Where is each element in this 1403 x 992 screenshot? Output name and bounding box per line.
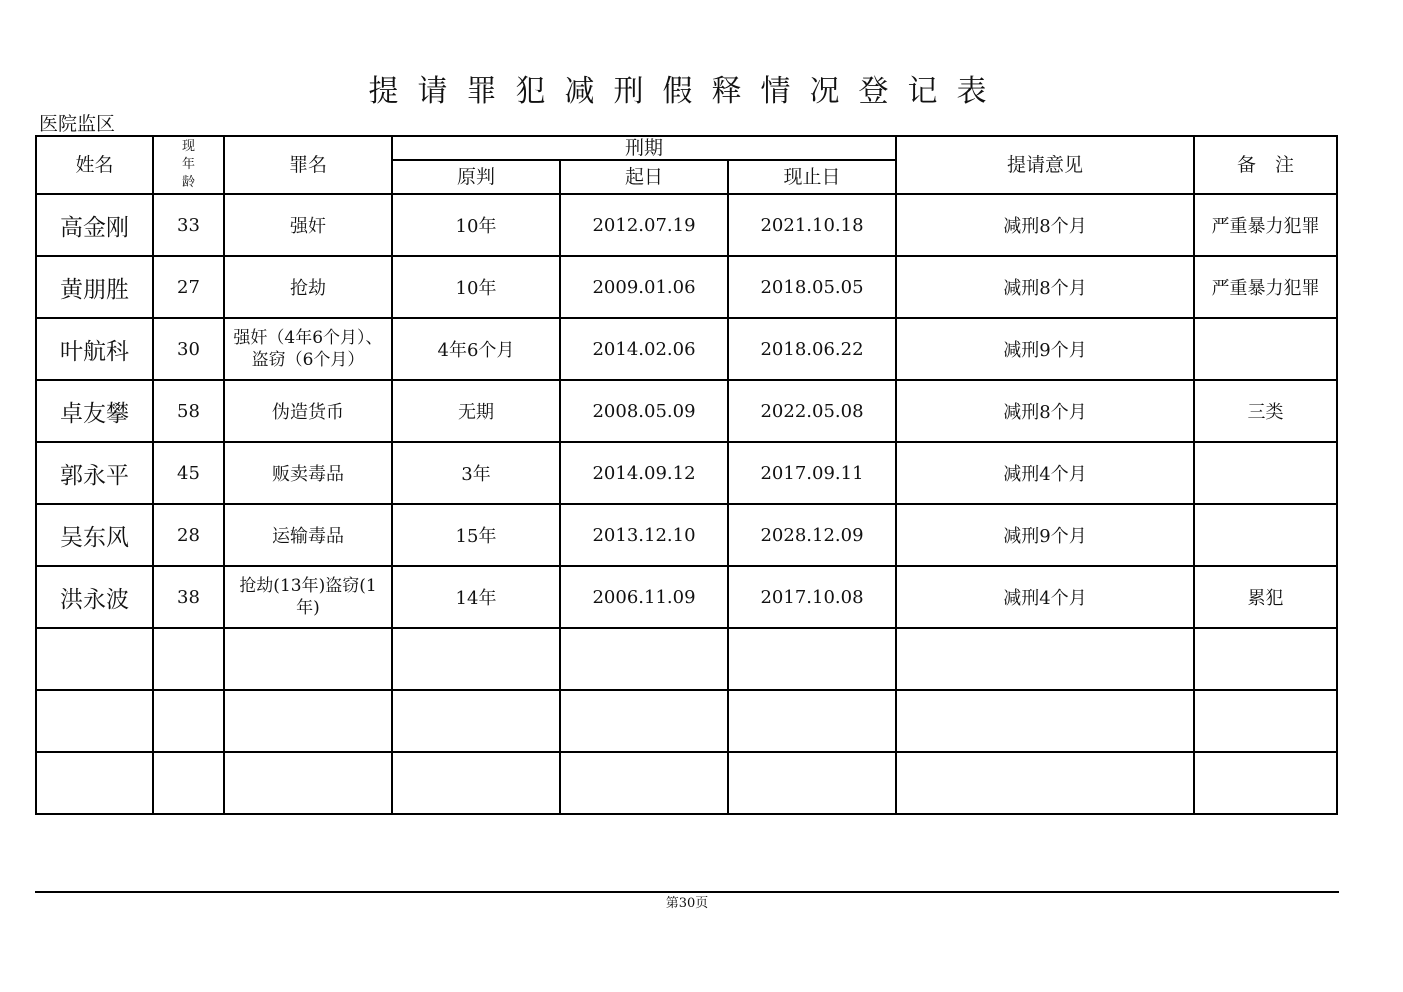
cell-crime: 强奸（4年6个月）、盗窃（6个月） <box>224 318 392 380</box>
empty-cell <box>36 690 153 752</box>
cell-name: 卓友攀 <box>36 380 153 442</box>
cell-remark: 三类 <box>1194 380 1337 442</box>
cell-end: 2028.12.09 <box>728 504 896 566</box>
cell-name: 洪永波 <box>36 566 153 628</box>
cell-crime: 抢劫(13年)盗窃(1年) <box>224 566 392 628</box>
cell-age: 28 <box>153 504 224 566</box>
cell-end: 2018.06.22 <box>728 318 896 380</box>
cell-end: 2021.10.18 <box>728 194 896 256</box>
empty-row <box>36 628 1340 690</box>
cell-start: 2012.07.19 <box>560 194 728 256</box>
cell-original: 3年 <box>392 442 560 504</box>
cell-name: 吴东风 <box>36 504 153 566</box>
empty-cell <box>1194 628 1337 690</box>
header-row-top <box>36 136 1340 160</box>
empty-cell <box>224 752 392 814</box>
cell-name: 叶航科 <box>36 318 153 380</box>
cell-end: 2017.09.11 <box>728 442 896 504</box>
table-row <box>36 380 1340 442</box>
table-row <box>36 256 1340 318</box>
empty-cell <box>560 752 728 814</box>
cell-remark: 严重暴力犯罪 <box>1194 256 1337 318</box>
cell-age: 33 <box>153 194 224 256</box>
cell-opinion: 减刑4个月 <box>896 442 1194 504</box>
header-crime: 罪名 <box>224 136 392 194</box>
table-row <box>36 194 1340 256</box>
empty-cell <box>36 628 153 690</box>
cell-opinion: 减刑4个月 <box>896 566 1194 628</box>
empty-cell <box>392 752 560 814</box>
empty-cell <box>560 628 728 690</box>
cell-crime: 伪造货币 <box>224 380 392 442</box>
cell-opinion: 减刑8个月 <box>896 380 1194 442</box>
header-name: 姓名 <box>36 136 153 194</box>
cell-opinion: 减刑8个月 <box>896 256 1194 318</box>
cell-opinion: 减刑9个月 <box>896 318 1194 380</box>
footer-divider <box>35 891 1339 893</box>
header-remark: 备 注 <box>1194 136 1337 194</box>
empty-cell <box>1194 752 1337 814</box>
cell-age: 38 <box>153 566 224 628</box>
page-number: 第30页 <box>665 896 709 911</box>
table-row <box>36 566 1340 628</box>
cell-opinion: 减刑8个月 <box>896 194 1194 256</box>
cell-crime: 强奸 <box>224 194 392 256</box>
cell-original: 无期 <box>392 380 560 442</box>
cell-start: 2013.12.10 <box>560 504 728 566</box>
table-row <box>36 442 1340 504</box>
cell-name: 郭永平 <box>36 442 153 504</box>
header-age <box>153 136 224 194</box>
cell-original: 4年6个月 <box>392 318 560 380</box>
cell-start: 2008.05.09 <box>560 380 728 442</box>
cell-crime: 抢劫 <box>224 256 392 318</box>
header-end: 现止日 <box>728 160 896 194</box>
cell-name: 高金刚 <box>36 194 153 256</box>
empty-cell <box>153 690 224 752</box>
cell-original: 15年 <box>392 504 560 566</box>
cell-crime: 运输毒品 <box>224 504 392 566</box>
cell-start: 2006.11.09 <box>560 566 728 628</box>
empty-cell <box>728 690 896 752</box>
header-sentence-group: 刑期 <box>392 136 896 160</box>
cell-original: 10年 <box>392 256 560 318</box>
header-age-text: 现年龄 <box>182 139 196 190</box>
cell-remark <box>1194 504 1337 566</box>
cell-remark: 严重暴力犯罪 <box>1194 194 1337 256</box>
cell-start: 2009.01.06 <box>560 256 728 318</box>
section-label: 医院监区 <box>39 113 116 135</box>
cell-start: 2014.02.06 <box>560 318 728 380</box>
cell-opinion: 减刑9个月 <box>896 504 1194 566</box>
cell-crime: 贩卖毒品 <box>224 442 392 504</box>
empty-cell <box>560 690 728 752</box>
registration-table <box>35 135 1340 815</box>
header-start: 起日 <box>560 160 728 194</box>
cell-name: 黄朋胜 <box>36 256 153 318</box>
cell-age: 45 <box>153 442 224 504</box>
cell-original: 14年 <box>392 566 560 628</box>
cell-age: 58 <box>153 380 224 442</box>
cell-end: 2018.05.05 <box>728 256 896 318</box>
cell-end: 2022.05.08 <box>728 380 896 442</box>
page-title: 提请罪犯减刑假释情况登记表 <box>368 74 1006 109</box>
empty-cell <box>392 628 560 690</box>
empty-cell <box>36 752 153 814</box>
empty-cell <box>153 628 224 690</box>
empty-cell <box>392 690 560 752</box>
cell-original: 10年 <box>392 194 560 256</box>
cell-age: 30 <box>153 318 224 380</box>
empty-row <box>36 752 1340 814</box>
empty-cell <box>896 690 1194 752</box>
cell-age: 27 <box>153 256 224 318</box>
header-opinion: 提请意见 <box>896 136 1194 194</box>
cell-end: 2017.10.08 <box>728 566 896 628</box>
empty-cell <box>896 628 1194 690</box>
cell-remark <box>1194 318 1337 380</box>
table-row <box>36 318 1340 380</box>
empty-cell <box>728 752 896 814</box>
empty-cell <box>224 628 392 690</box>
empty-cell <box>896 752 1194 814</box>
cell-remark <box>1194 442 1337 504</box>
empty-cell <box>728 628 896 690</box>
cell-start: 2014.09.12 <box>560 442 728 504</box>
empty-cell <box>153 752 224 814</box>
header-original: 原判 <box>392 160 560 194</box>
empty-cell <box>224 690 392 752</box>
empty-cell <box>1194 690 1337 752</box>
cell-remark: 累犯 <box>1194 566 1337 628</box>
table-row <box>36 504 1340 566</box>
empty-row <box>36 690 1340 752</box>
